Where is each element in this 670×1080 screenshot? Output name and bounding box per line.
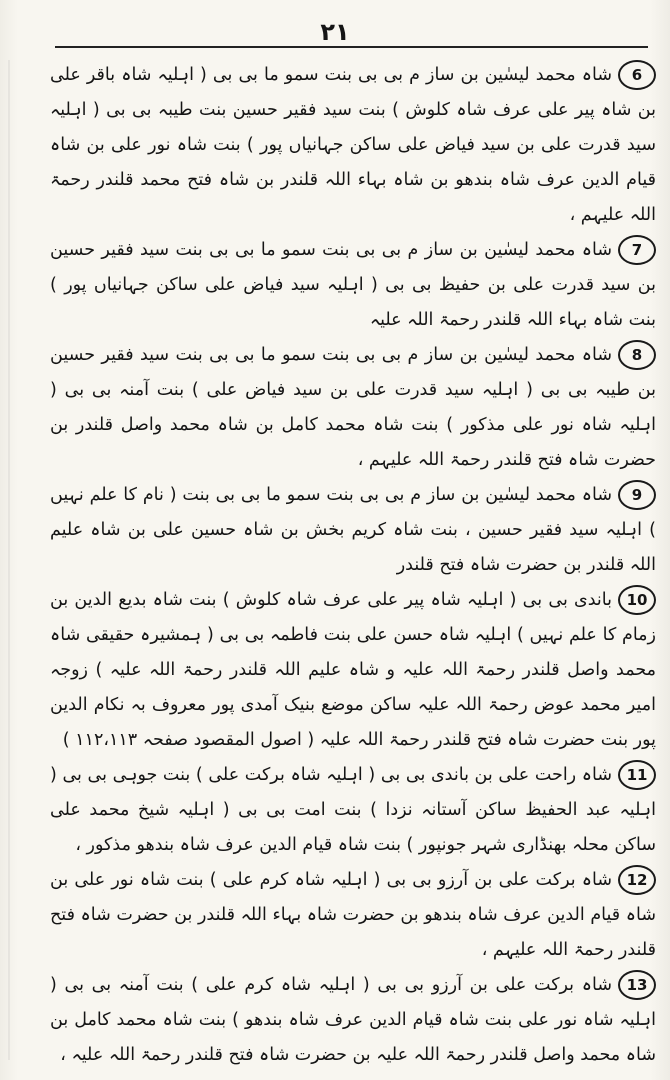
genealogy-text [50,58,656,1065]
genealogy-entry [50,58,656,233]
entry-text: باندی بی بی ( اہلیہ شاہ پیر علی عرف شاہ کلوش ) بنت شاہ بدیع الدین بن زمام کا علم نہیں ) اہلیہ شاہ حسن علی بنت فاطمہ بی بی ( ہمشیرہ حقیقی شاہ محمد واصل قلندر رحمۃ اللہ علیہ و شاہ علیم اللہ قلندر رحمۃ اللہ علیہ ) زوجہ امیر محمد عوض رحمۃ اللہ علیہ ساکن موضع بنیک آمدی پور معروف بہ نکام الدین پور بنت حضرت شاہ فتح قلندر رحمۃ اللہ علیہ ( اصول المقصود صفحہ ۱۱۲،۱۱۳ ) [50,590,656,750]
genealogy-entry [50,758,656,863]
genealogy-entry [50,233,656,338]
entry-number-badge: 8 [618,340,656,370]
entry-text: شاہ محمد لیسٰین بن ساز م بی بی بنت سمو ما بی بی بنت سید فقیر حسین بن سید قدرت علی بن حفیظ بی بی ( اہلیہ سید فیاض علی ساکن جہانیاں پور ) بنت شاہ بہاء اللہ قلندر رحمۃ اللہ علیہ [50,240,656,330]
entry-text: شاہ برکت علی بن آرزو بی بی ( اہلیہ شاہ کرم علی ) بنت شاہ نور علی بن شاہ قیام الدین عرف شاہ بندھو بن حضرت شاہ بہاء اللہ قلندر بن حضرت شاہ فتح قلندر رحمۃ اللہ علیہم ، [50,870,656,960]
genealogy-entry [50,478,656,583]
entry-text: شاہ محمد لیسٰین بن ساز م بی بی بنت سمو ما بی بی بنت ( نام کا علم نہیں ) اہلیہ سید فقیر حسین ، بنت شاہ کریم بخش بن شاہ حسین علی بن شاہ علیم اللہ قلندر بن حضرت شاہ فتح قلندر [50,485,656,575]
entry-text: شاہ محمد لیسٰین بن ساز م بی بی بنت سمو ما بی بی ( اہلیہ شاہ باقر علی بن شاہ پیر علی عرف شاہ کلوش ) بنت سید فقیر حسین بنت طیبہ بی بی ( اہلیہ سید قدرت علی بن سید فیاض علی ساکن جہانیاں پور ) بنت شاہ نور علی بن شاہ قیام الدین عرف شاہ بندھو بن شاہ بہاء اللہ قلندر بن شاہ فتح محمد قلندر رحمۃ اللہ علیہم ، [50,65,656,225]
entry-number-badge: 7 [618,235,656,265]
entry-text: شاہ محمد لیسٰین بن ساز م بی بی بنت سمو ما بی بی بنت سید فقیر حسین بن طیبہ بی بی ( اہلیہ سید قدرت علی بن سید فیاض علی ) بنت آمنہ بی بی ( اہلیہ شاہ نور علی مذکور ) بنت شاہ محمد کامل بن شاہ محمد واصل قلندر بن حضرت شاہ فتح قلندر رحمۃ اللہ علیہم ، [50,345,656,470]
genealogy-entry [50,863,656,968]
entry-text: شاہ برکت علی بن آرزو بی بی ( اہلیہ شاہ کرم علی ) بنت آمنہ بی بی ( اہلیہ شاہ نور علی بنت شاہ قیام الدین عرف شاہ بندھو ) بنت شاہ محمد کامل بن شاہ محمد واصل قلندر رحمۃ اللہ علیہ بن حضرت شاہ فتح قلندر رحمۃ اللہ علیہ ، [50,975,656,1065]
genealogy-entry [50,968,656,1073]
entry-number-badge: 11 [618,760,656,790]
entry-text: شاہ راحت علی بن باندی بی بی ( اہلیہ شاہ برکت علی ) بنت جوہی بی بی ( اہلیہ عبد الحفیظ ساکن آستانہ نزدا ) بنت امت بی بی ( اہلیہ شیخ محمد علی ساکن محلہ بھنڈاری شہر جونپور ) بنت شاہ قیام الدین عرف شاہ بندھو مذکور ، [50,765,656,855]
genealogy-entry [50,583,656,758]
entry-number-badge: 12 [618,865,656,895]
genealogy-entry [50,338,656,478]
entry-number-badge: 13 [618,970,656,1000]
page-gutter-shadow [8,60,10,1060]
header-rule [55,46,648,48]
page-number: ۲۱ [320,18,350,46]
entry-number-badge: 10 [618,585,656,615]
entry-number-badge: 6 [618,60,656,90]
entry-number-badge: 9 [618,480,656,510]
